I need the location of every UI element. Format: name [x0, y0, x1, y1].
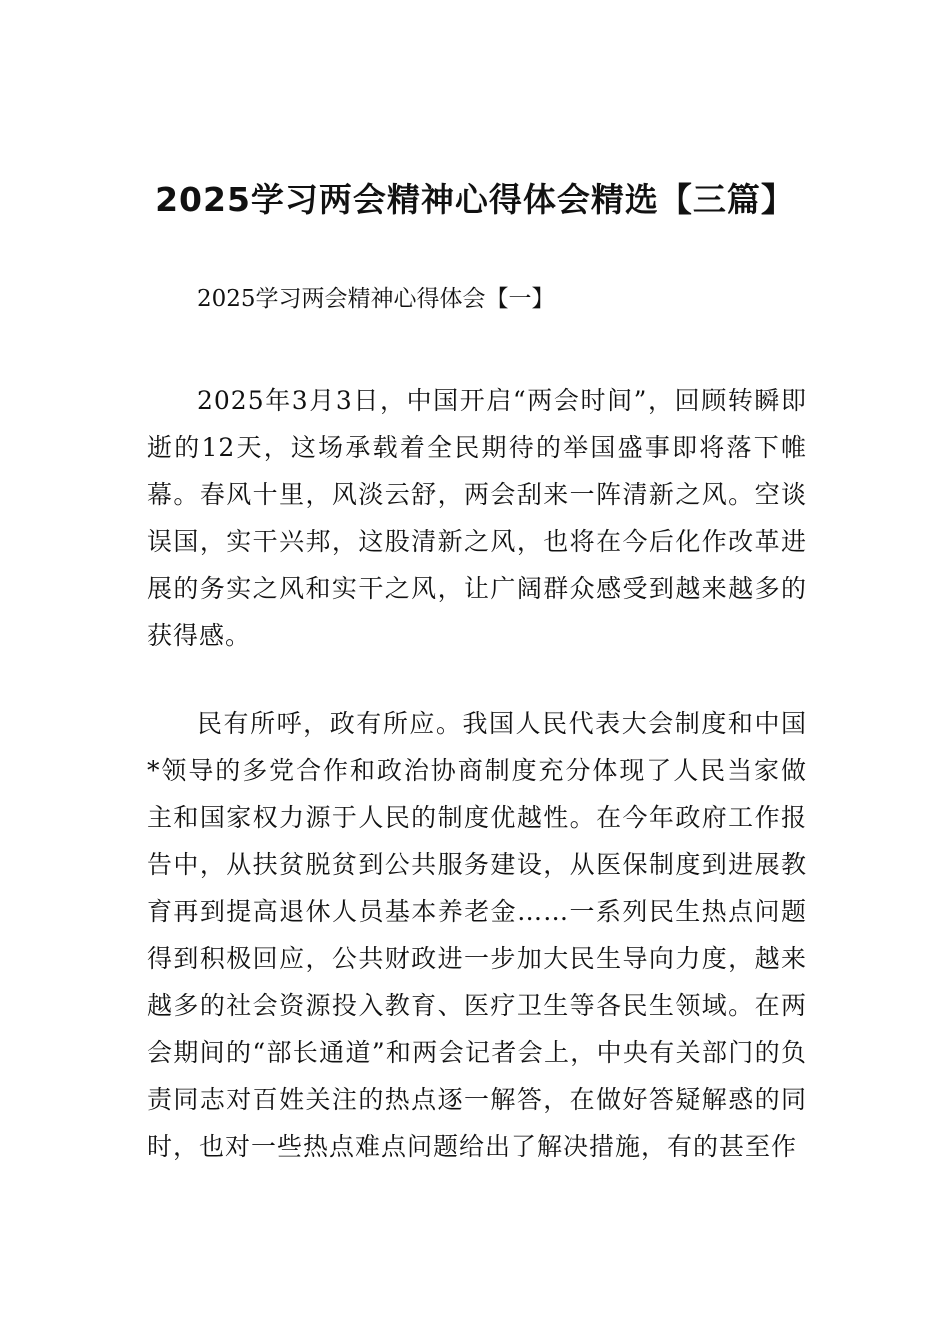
paragraph-1: 2025年3月3日，中国开启“两会时间”，回顾转瞬即逝的12天，这场承载着全民期待的举国盛事即将落下帷幕。春风十里，风淡云舒，两会刮来一阵清新之风。空谈误国，实干兴邦，这股清新之风，也将在今后化作改革进展的务实之风和实干之风，让广阔群众感受到越来越多的获得感。: [147, 386, 807, 650]
paragraph-2: 民有所呼，政有所应。我国人民代表大会制度和中国*领导的多党合作和政治协商制度充分体现了人民当家做主和国家权力源于人民的制度优越性。在今年政府工作报告中，从扶贫脱贫到公共服务建设，从医保制度到进展教育再到提高退休人员基本养老金……一系列民生热点问题得到积极回应，公共财政进一步加大民生导向力度，越来越多的社会资源投入教育、医疗卫生等各民生领域。在两会期间的“部长通道”和两会记者会上，中央有关部门的负责同志对百姓关注的热点逐一解答，在做好答疑解惑的同时，也对一些热点难点问题给出了解决措施，有的甚至作: [147, 709, 807, 1161]
section-heading: 2025学习两会精神心得体会【一】: [197, 286, 555, 312]
document-title: 2025学习两会精神心得体会精选【三篇】: [155, 180, 795, 219]
